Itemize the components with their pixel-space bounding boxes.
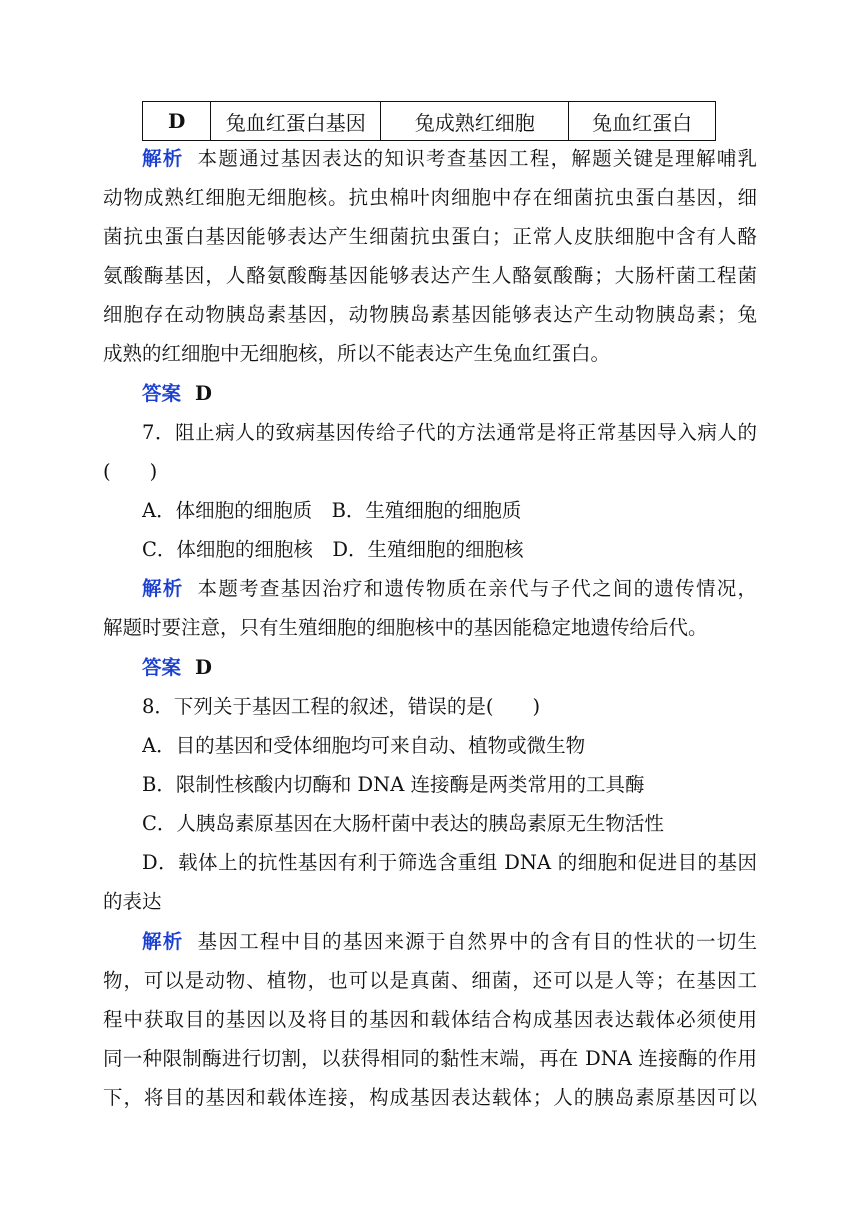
q8-option-b: B．限制性核酸内切酶和 DNA 连接酶是两类常用的工具酶 [142, 773, 645, 796]
q7-stem: 7．阻止病人的致病基因传给子代的方法通常是将正常基因导入病人的 [142, 421, 757, 444]
q6-analysis-line: 菌抗虫蛋白基因能够表达产生细菌抗虫蛋白；正常人皮肤细胞中含有人酪 [103, 225, 757, 248]
q6-analysis-line: 成熟的红细胞中无细胞核，所以不能表达产生兔血红蛋白。 [103, 342, 611, 365]
q7-option-line: A．体细胞的细胞质 B．生殖细胞的细胞质 [142, 499, 522, 522]
table-cell-cell: 兔成熟红细胞 [381, 102, 569, 141]
q8-analysis-line [103, 930, 757, 954]
answer-label: 答案 [142, 382, 182, 405]
q8-analysis-line: 下，将目的基因和载体连接，构成基因表达载体；人的胰岛素原基因可以 [103, 1086, 757, 1109]
table-row [143, 102, 716, 141]
comparison-table [142, 101, 716, 141]
q8-option-c: C．人胰岛素原基因在大肠杆菌中表达的胰岛素原无生物活性 [142, 812, 664, 835]
q8-analysis-line: 程中获取目的基因以及将目的基因和载体结合构成基因表达载体必须使用 [103, 1008, 757, 1031]
q7-stem-cont: ( ) [103, 460, 158, 483]
q8-option-d: D．载体上的抗性基因有利于筛选含重组 DNA 的细胞和促进目的基因 [142, 851, 757, 874]
q7-option-line: C．体细胞的细胞核 D．生殖细胞的细胞核 [142, 538, 524, 561]
q8-option-a: A．目的基因和受体细胞均可来自动、植物或微生物 [142, 734, 586, 757]
q7-answer [142, 656, 757, 680]
answer-value: D [195, 656, 212, 679]
q8-analysis-line: 同一种限制酶进行切割，以获得相同的黏性末端，再在 DNA 连接酶的作用 [103, 1047, 757, 1070]
analysis-label: 解析 [142, 930, 184, 953]
q6-analysis-line: 细胞存在动物胰岛素基因，动物胰岛素基因能够表达产生动物胰岛素；兔 [103, 303, 757, 326]
analysis-text: 本题通过基因表达的知识考查基因工程，解题关键是理解哺乳 [197, 147, 757, 170]
table-cell-product: 兔血红蛋白 [569, 102, 716, 141]
table-cell-option: D [143, 102, 211, 141]
q7-analysis-line: 解题时要注意，只有生殖细胞的细胞核中的基因能稳定地遗传给后代。 [103, 616, 708, 639]
analysis-label: 解析 [142, 147, 184, 170]
q6-analysis-line [103, 147, 757, 171]
q8-option-d-cont: 的表达 [103, 890, 162, 913]
table-cell-gene: 兔血红蛋白基因 [211, 102, 381, 141]
q7-analysis-line [103, 577, 757, 601]
answer-value: D [195, 382, 212, 405]
analysis-text: 基因工程中目的基因来源于自然界中的含有目的性状的一切生 [197, 930, 757, 953]
answer-label: 答案 [142, 656, 182, 679]
q6-analysis-line: 动物成熟红细胞无细胞核。抗虫棉叶肉细胞中存在细菌抗虫蛋白基因，细 [103, 186, 757, 209]
q6-answer [142, 382, 757, 406]
q8-analysis-line: 物，可以是动物、植物，也可以是真菌、细菌，还可以是人等；在基因工 [103, 969, 757, 992]
q6-analysis-line: 氨酸酶基因，人酪氨酸酶基因能够表达产生人酪氨酸酶；大肠杆菌工程菌 [103, 264, 757, 287]
analysis-text: 本题考查基因治疗和遗传物质在亲代与子代之间的遗传情况， [197, 577, 757, 600]
analysis-label: 解析 [142, 577, 184, 600]
q8-stem: 8．下列关于基因工程的叙述，错误的是( ) [142, 695, 541, 718]
